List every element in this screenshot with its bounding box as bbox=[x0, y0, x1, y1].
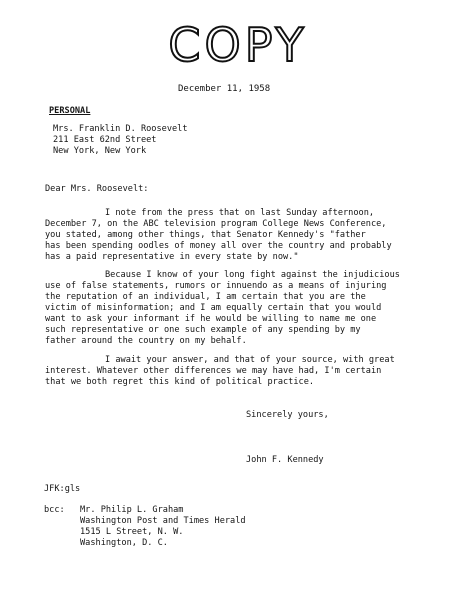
paragraph-line: I await your answer, and that of your source, with great bbox=[105, 355, 395, 365]
paragraph-line: has been spending oodles of money all over the country and probably bbox=[45, 241, 392, 251]
paragraph-line: interest. Whatever other differences we may have had, I'm certain bbox=[45, 366, 382, 376]
paragraph-line: father around the country on my behalf. bbox=[45, 336, 247, 346]
signer-name: John F. Kennedy bbox=[246, 455, 324, 465]
bcc-organization: Washington Post and Times Herald bbox=[80, 516, 246, 526]
paragraph-line: such representative or one such example of any spending by my bbox=[45, 325, 361, 335]
paragraph-line: has a paid representative in every state by now." bbox=[45, 252, 299, 262]
paragraph-line: want to ask your informant if he would be willing to name me one bbox=[45, 314, 377, 324]
paragraph-line: Because I know of your long fight against the injudicious bbox=[105, 270, 400, 280]
complimentary-close: Sincerely yours, bbox=[246, 410, 329, 420]
paragraph-line: use of false statements, rumors or innuendo as a means of injuring bbox=[45, 281, 387, 291]
paragraph-line: victim of misinformation; and I am equally certain that you would bbox=[45, 303, 382, 313]
bcc-city: Washington, D. C. bbox=[80, 538, 168, 548]
recipient-street: 211 East 62nd Street bbox=[53, 135, 157, 145]
typist-initials: JFK:gls bbox=[44, 484, 81, 494]
paragraph-line: that we both regret this kind of political practice. bbox=[45, 377, 315, 387]
paragraph-line: the reputation of an individual, I am certain that you are the bbox=[45, 292, 366, 302]
salutation: Dear Mrs. Roosevelt: bbox=[45, 184, 149, 194]
bcc-label: bcc: bbox=[44, 505, 65, 515]
personal-marking: PERSONAL bbox=[49, 106, 91, 116]
bcc-name: Mr. Philip L. Graham bbox=[80, 505, 184, 515]
paragraph-1 bbox=[45, 208, 465, 263]
bcc-street: 1515 L Street, N. W. bbox=[80, 527, 184, 537]
paragraph-line: you stated, among other things, that Senator Kennedy's "father bbox=[45, 230, 366, 240]
paragraph-3 bbox=[45, 355, 465, 388]
copy-stamp: COPY bbox=[168, 18, 308, 72]
paragraph-2 bbox=[45, 270, 465, 347]
recipient-city: New York, New York bbox=[53, 146, 147, 156]
paragraph-line: December 7, on the ABC television program College News Conference, bbox=[45, 219, 387, 229]
paragraph-line: I note from the press that on last Sunday afternoon, bbox=[105, 208, 375, 218]
letter-date: December 11, 1958 bbox=[178, 84, 271, 94]
recipient-name: Mrs. Franklin D. Roosevelt bbox=[53, 124, 188, 134]
